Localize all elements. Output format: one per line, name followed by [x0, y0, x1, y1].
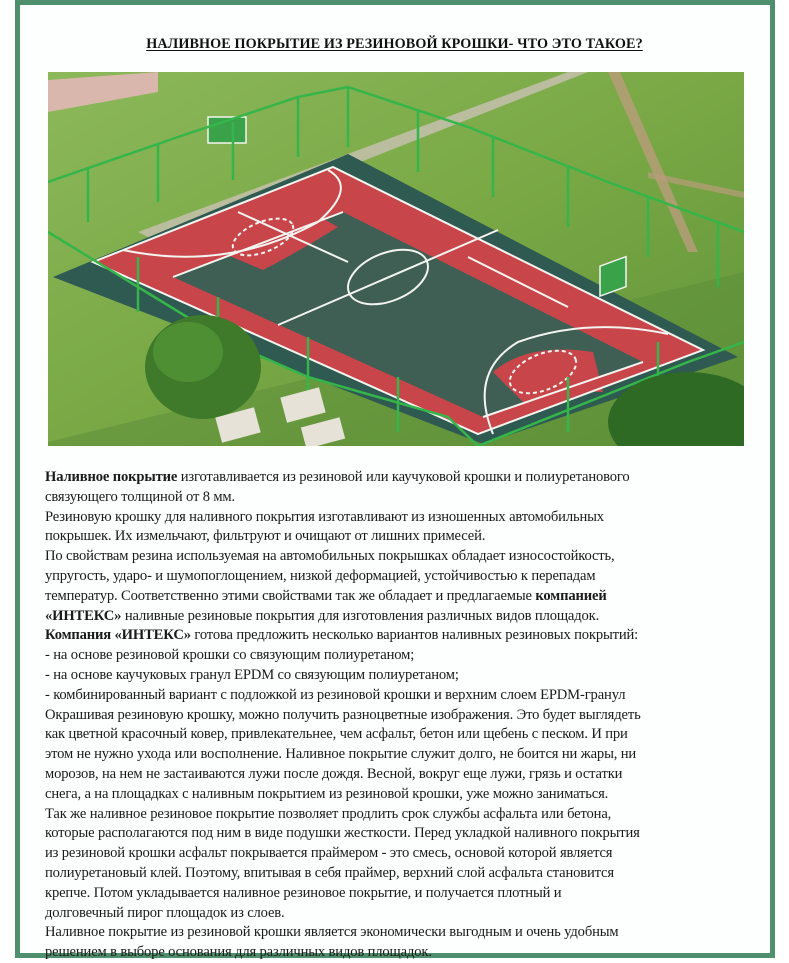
text-line: упругость, ударо- и шумопоглощением, низкой деформацией, устойчивостью к перепадам — [45, 567, 596, 584]
list-item: - комбинированный вариант с подложкой из резиновой крошки и верхним слоем EPDM-гранул — [45, 686, 626, 703]
text-line: морозов, на нем не застаиваются лужи после дождя. Весной, вокруг еще лужи, грязь и остатки — [45, 765, 623, 782]
text-line: Наливное покрытие изготавливается из резиновой или каучуковой крошки и полиуретанового — [45, 469, 630, 485]
text-line: Окрашивая резиновую крошку, можно получить разноцветные изображения. Это будет выглядеть — [45, 706, 641, 723]
text-line: решением в выборе основания для различных видов площадок. — [45, 944, 432, 961]
text-line: из резиновой крошки асфальт покрывается праймером - это смесь, основой которой является — [45, 845, 613, 862]
text-line: температур. Соответственно этими свойствами так же обладает и предлагаемые компанией — [45, 587, 607, 604]
bold-term: «ИНТЕКС» — [45, 607, 122, 624]
court-photo — [48, 72, 744, 446]
bold-term: Компания «ИНТЕКС» — [45, 627, 191, 644]
text-line: долговечный пирог площадок из слоев. — [45, 904, 285, 921]
basketball-court-illustration — [48, 72, 744, 446]
text-line: Резиновую крошку для наливного покрытия изготавливают из изношенных автомобильных — [45, 508, 604, 525]
bold-term: компанией — [535, 587, 607, 604]
document-title: НАЛИВНОЕ ПОКРЫТИЕ ИЗ РЕЗИНОВОЙ КРОШКИ- ЧТО ЭТО ТАКОЕ? — [146, 36, 643, 52]
text-line: этом не нужно ухода или восполнение. Наливное покрытие служит долго, не боится ни жары, ни — [45, 746, 637, 763]
list-item: - на основе резиновой крошки со связующим полиуретаном; — [45, 647, 415, 664]
text-line: По свойствам резина используемая на автомобильных покрышках обладает износостойкость, — [45, 548, 615, 565]
text-line: как цветной красочный ковер, привлекательнее, чем асфальт, бетон или щебень с песком. И при — [45, 726, 628, 743]
text-line: крепче. Потом укладывается наливное резиновое покрытие, и получается плотный и — [45, 884, 562, 901]
text-line: связующего толщиной от 8 мм. — [45, 488, 236, 505]
text-line: снега, а на площадках с наливным покрытием из резиновой крошки, уже можно заниматься. — [45, 785, 609, 802]
text-line: Компания «ИНТЕКС» готова предложить несколько вариантов наливных резиновых покрытий: — [45, 627, 639, 644]
text-line: полиуретановый клей. Поэтому, впитывая в себя праймер, верхний слой асфальта становится — [45, 864, 614, 881]
text-line: покрышек. Их измельчают, фильтруют и очищают от лишних примесей. — [45, 528, 486, 545]
text-line: Наливное покрытие из резиновой крошки является экономически выгодным и очень удобным — [45, 924, 619, 941]
list-item: - на основе каучуковых гранул EPDM со связующим полиуретаном; — [45, 666, 459, 683]
bold-term: Наливное покрытие — [45, 469, 178, 485]
text-line: Так же наливное резиновое покрытие позволяет продлить срок службы асфальта или бетона, — [45, 805, 612, 822]
article-body — [45, 468, 760, 963]
tree-left-highlight — [153, 322, 223, 382]
text-line: «ИНТЕКС» наливные резиновые покрытия для изготовления различных видов площадок. — [45, 607, 600, 624]
text-line: которые располагаются под ним в виде подушки жесткости. Перед укладкой наливного покрытия — [45, 825, 640, 842]
